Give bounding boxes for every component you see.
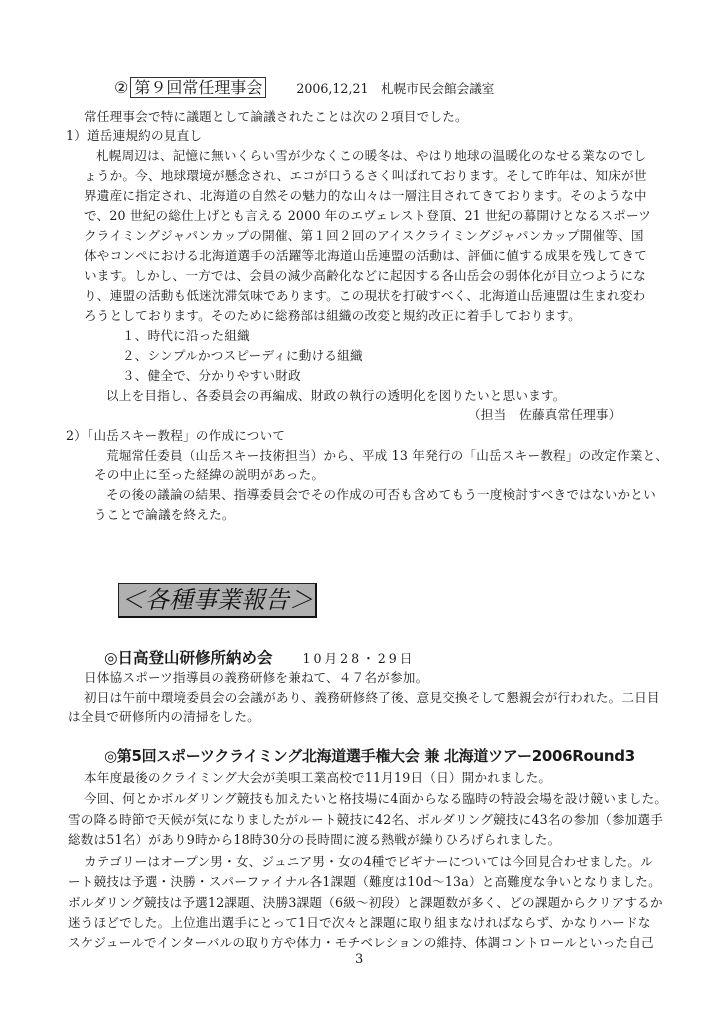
paragraph-line: 本年度最後のクライミング大会が美唄工業高校で11月19日（日）開かれました。	[84, 770, 552, 785]
item2-heading: 2）「山岳スキー教程」の作成について	[66, 428, 286, 443]
paragraph-line: 今回、何とかボルダリング競技も加えたいと格技場に4面からなる臨時の特設会場を設け競いました。	[84, 791, 668, 806]
section-date-place: 2006,12,21 札幌市民会館会議室	[296, 81, 495, 96]
item1-owner: （担当 佐藤真常任理事）	[468, 407, 622, 422]
report2-title: ◎第5回スポーツクライミング北海道選手権大会 兼 北海道ツアー2006Round3	[104, 747, 635, 765]
paragraph-line: 界遺産に指定され、北海道の自然その魅力的な山々は一層注目されてきております。そのような中	[84, 188, 647, 203]
paragraph-line: 体やコンペにおける北海道選手の活躍等北海道山岳連盟の活動は、評価に値する成果を残してきて	[84, 248, 647, 263]
goal-item: ２、シンプルかつスピーディに動ける組織	[122, 348, 363, 363]
paragraph-line: ろうとしております。そのために総務部は組織の改変と規約改正に着手しております。	[84, 308, 581, 323]
paragraph-line: 荒堀常任委員（山岳スキー技術担当）から、平成 13 年発行の「山岳スキー教程」の改定作業と、	[106, 448, 669, 463]
paragraph-line: ボルダリング競技は予選12課題、決勝3課題（6級～初段）と課題数が多く、どの課題からクリアするか	[68, 895, 663, 910]
paragraph-line: ょうか。今、地球環境が懸念され、エコが口うるさく叫ばれております。そして昨年は、知床が世	[84, 168, 647, 183]
goal-item: ３、健全で、分かりやすい財政	[122, 368, 301, 383]
paragraph-line: うことで論議を終えた。	[94, 507, 235, 522]
paragraph-line: り、連盟の活動も低迷沈滞気味であります。この現状を打破すべく、北海道山岳連盟は生まれ変わ	[84, 288, 646, 303]
paragraph-line: で、20 世紀の総仕上げとも言える 2000 年のエヴェレスト登頂、21 世紀の幕開けとなるスポーツ	[84, 208, 652, 223]
section-number: ②	[114, 78, 129, 97]
paragraph-line: 総数は51名）があり9時から18時30分の長時間に渡る熱戦が繰りひろげられました。	[68, 832, 561, 847]
paragraph-line: 雪の降る時節で天候が気になりましたがルート競技に42名、ボルダリング競技に43名の参加（参加選手	[68, 812, 664, 827]
paragraph-line: は全員で研修所内の清掃をした。	[68, 709, 260, 724]
paragraph-line: クライミングジャパンカップの開催、第１回２回のアイスクライミングジャパンカップ開催等、国	[84, 228, 644, 243]
goal-item: １、時代に沿った組織	[122, 328, 250, 343]
paragraph-line: スケジュールでインターバルの取り方や体力・モチベレションの維持、体調コントロールといった自己	[68, 935, 654, 950]
paragraph-line: 迷うほどでした。上位進出選手にとって1日で次々と課題に取り組まなければならず、かなりハードな	[68, 915, 651, 930]
paragraph-line: 札幌周辺は、記憶に無いくらい雪が少なくこの暖冬は、やはり地球の温暖化のなせる業なのでし	[96, 148, 647, 163]
reports-banner: ＜各種事業報告＞	[118, 583, 317, 618]
paragraph-line: その後の議論の結果、指導委員会でその作成の可否も含めてもう一度検討すべきではないかとい	[106, 487, 656, 502]
goals-summary: 以上を目指し、各委員会の再編成、財政の執行の透明化を図りたいと思います。	[106, 388, 566, 403]
paragraph-line: 初日は午前中環境委員会の会議があり、義務研修終了後、意見交換そして懇親会が行われた。二日目	[84, 690, 660, 705]
report1-title: ◎日高登山研修所納め会	[104, 649, 273, 667]
section-heading	[114, 78, 494, 99]
paragraph-line: その中止に至った経緯の説明があった。	[94, 467, 325, 482]
paragraph-line: 日体協スポーツ指導員の義務研修を兼ねて、４７名が参加。	[84, 670, 429, 685]
report1-heading	[104, 648, 415, 669]
paragraph-line: います。しかし、一方では、会員の減少高齢化などに起因する各山岳会の弱体化が目立つようにな	[84, 268, 646, 283]
intro-text: 常任理事会で特に議題として論議されたことは次の２項目でした。	[84, 109, 468, 124]
section-title: 第９回常任理事会	[130, 77, 266, 98]
paragraph-line: ート競技は予選・決勝・スパーファイナル各1課題（難度は10d～13a）と高難度な争いとなりました。	[68, 874, 661, 889]
page-number: 3	[355, 952, 364, 967]
paragraph-line: カテゴリーはオープン男・女、ジュニア男・女の4種でビギナーについては今回見合わせました。ル	[84, 854, 653, 869]
item1-heading: 1）道岳連規約の見直し	[66, 128, 203, 143]
report1-date: 10月28・29日	[302, 651, 416, 666]
